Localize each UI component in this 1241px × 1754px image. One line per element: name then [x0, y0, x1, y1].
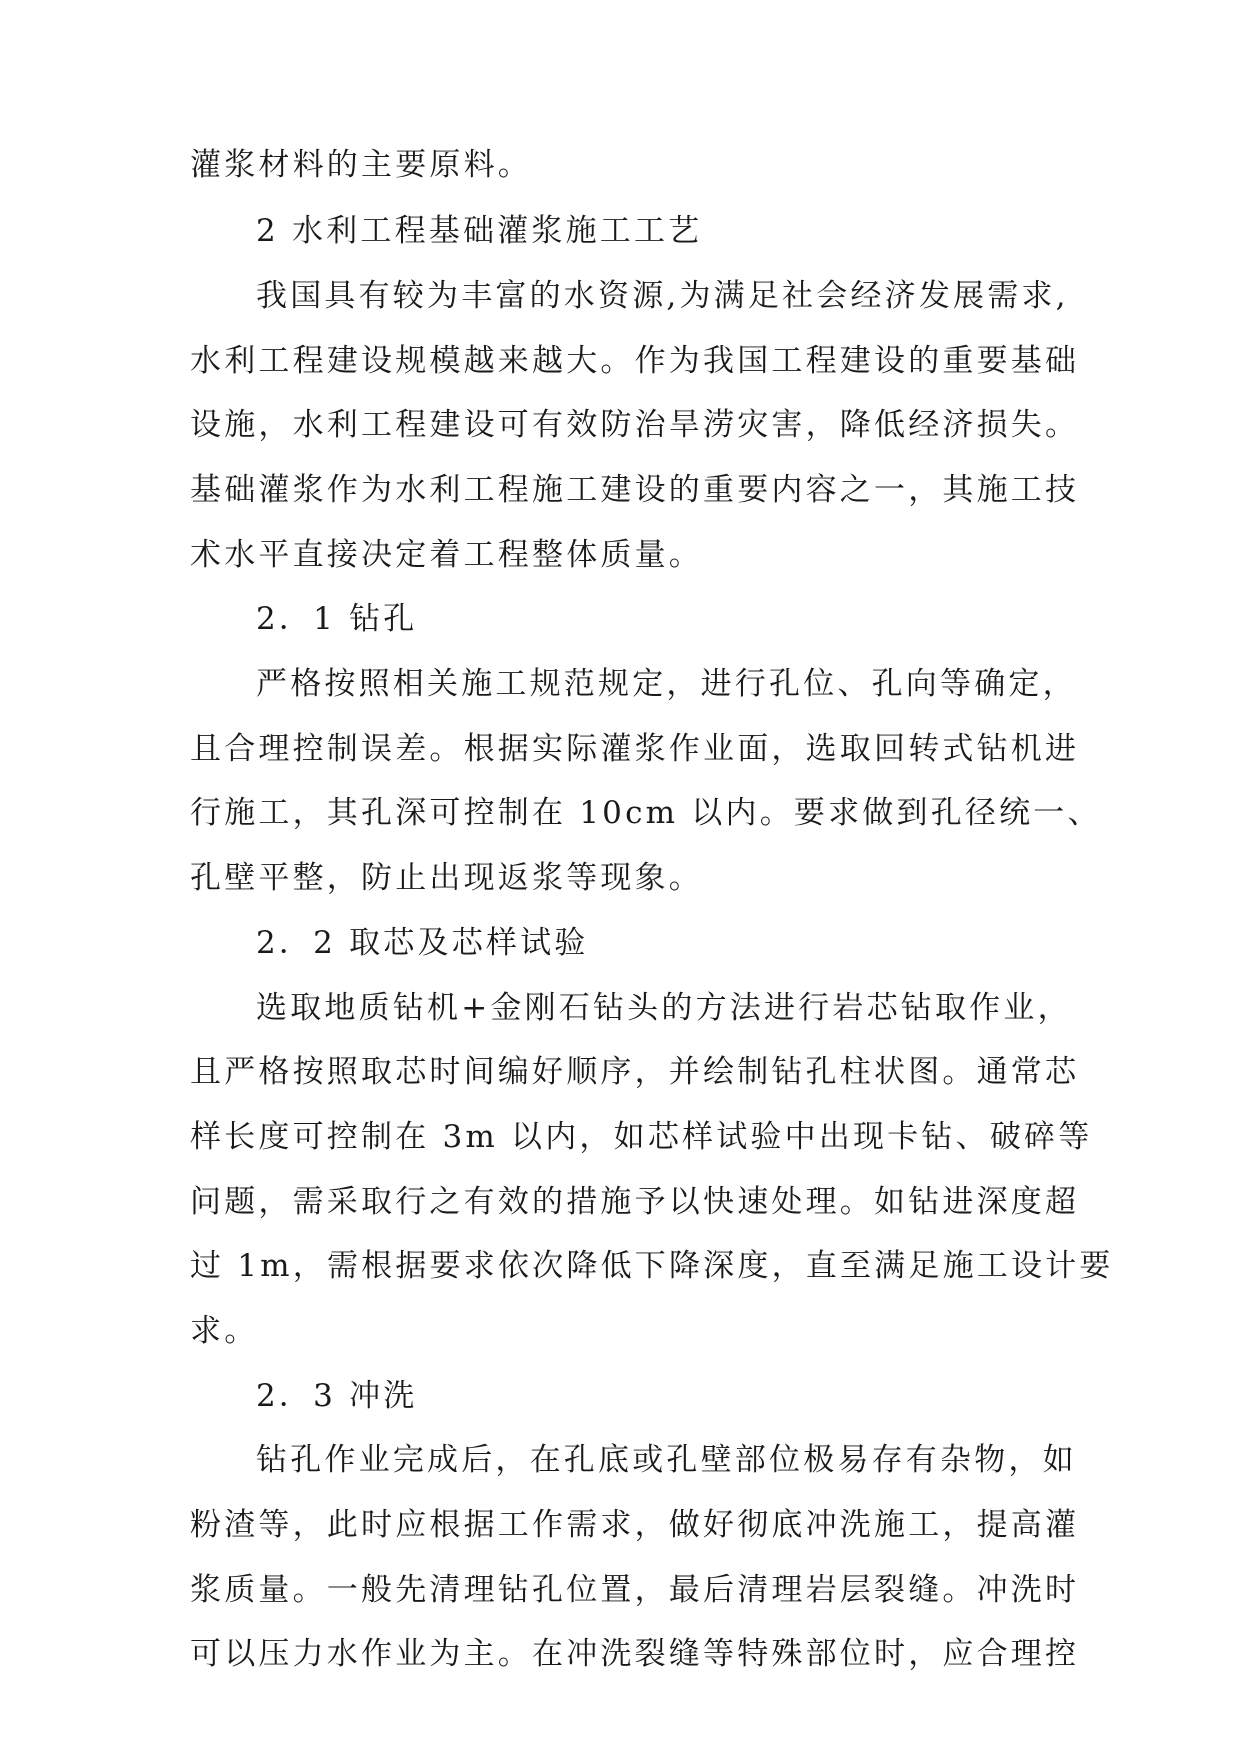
text-line-3: 我国具有较为丰富的水资源,为满足社会经济发展需求,: [256, 278, 1069, 314]
text-line-9: 严格按照相关施工规范规定，进行孔位、孔向等确定，: [256, 666, 1077, 702]
section-heading-2-2: 2．2 取芯及芯样试验: [256, 925, 589, 961]
text-line-12: 孔壁平整，防止出现返浆等现象。: [190, 860, 703, 896]
text-line-6: 基础灌浆作为水利工程施工建设的重要内容之一，其施工技: [190, 472, 1080, 508]
text-line-19: 求。: [190, 1313, 259, 1349]
text-line-11: 行施工，其孔深可控制在 10cm 以内。要求做到孔径统一、: [190, 795, 1102, 831]
section-heading-2: 2 水利工程基础灌浆施工工艺: [256, 213, 703, 249]
text-line-5: 设施，水利工程建设可有效防治旱涝灾害，降低经济损失。: [190, 407, 1080, 443]
text-line-18: 过 1m，需根据要求依次降低下降深度，直至满足施工设计要: [190, 1248, 1114, 1284]
section-heading-2-3: 2．3 冲洗: [256, 1378, 418, 1414]
text-line-7: 术水平直接决定着工程整体质量。: [190, 537, 703, 573]
text-line-21: 钻孔作业完成后，在孔底或孔壁部位极易存有杂物，如: [256, 1442, 1077, 1478]
text-line-16: 样长度可控制在 3m 以内，如芯样试验中出现卡钻、破碎等: [190, 1119, 1093, 1155]
text-line-4: 水利工程建设规模越来越大。作为我国工程建设的重要基础: [190, 343, 1080, 379]
text-line-23: 浆质量。一般先清理钻孔位置，最后清理岩层裂缝。冲洗时: [190, 1572, 1080, 1608]
text-line-14: 选取地质钻机+金刚石钻头的方法进行岩芯钻取作业，: [256, 990, 1072, 1026]
section-heading-2-1: 2．1 钻孔: [256, 601, 418, 637]
text-line-15: 且严格按照取芯时间编好顺序，并绘制钻孔柱状图。通常芯: [190, 1054, 1080, 1090]
text-line-24: 可以压力水作业为主。在冲洗裂缝等特殊部位时，应合理控: [190, 1636, 1080, 1672]
text-line-1: 灌浆材料的主要原料。: [190, 147, 532, 183]
text-line-17: 问题，需采取行之有效的措施予以快速处理。如钻进深度超: [190, 1184, 1080, 1220]
text-line-22: 粉渣等，此时应根据工作需求，做好彻底冲洗施工，提高灌: [190, 1507, 1080, 1543]
text-line-10: 且合理控制误差。根据实际灌浆作业面，选取回转式钻机进: [190, 731, 1080, 767]
